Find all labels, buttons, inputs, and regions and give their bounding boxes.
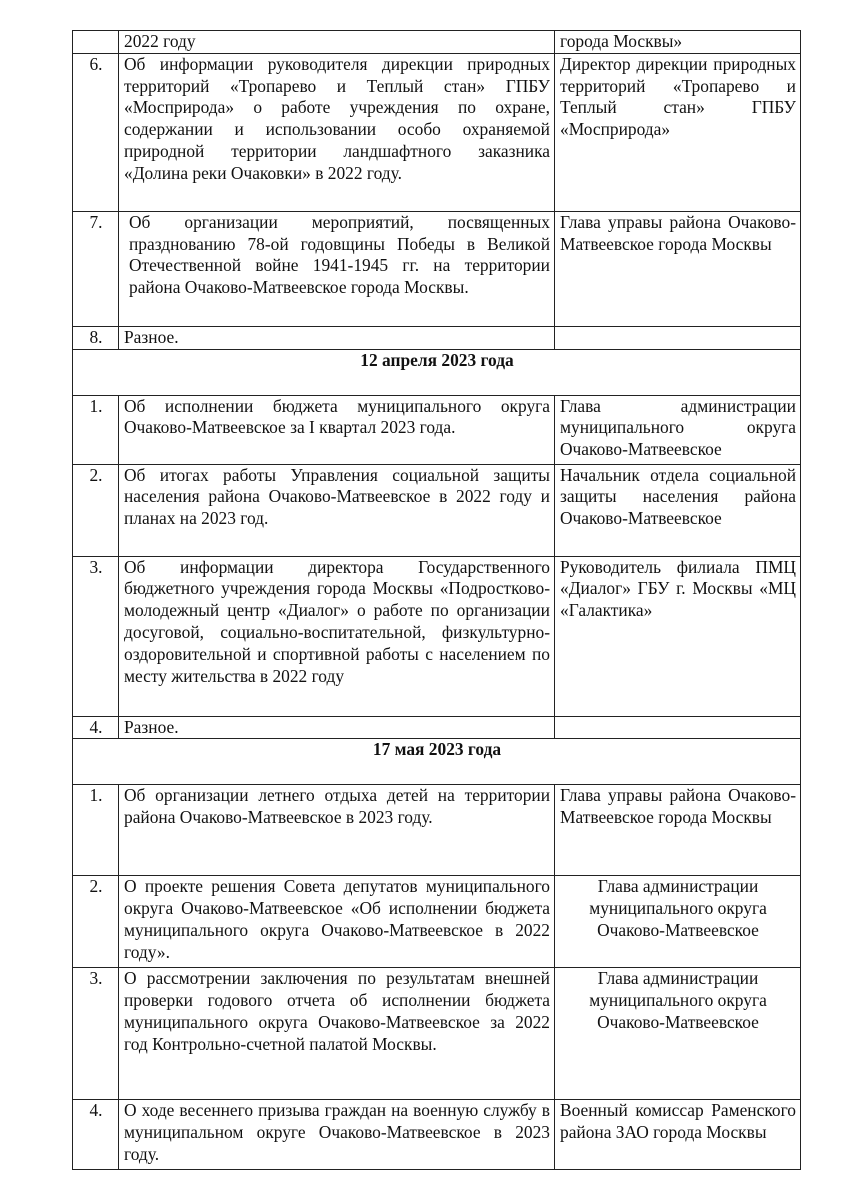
table-row [73, 716, 801, 739]
item-number: 3. [73, 556, 119, 716]
item-number: 3. [73, 968, 119, 1100]
table-row [73, 326, 801, 349]
item-number: 7. [73, 211, 119, 326]
item-topic: Об информации директора Государственного бюджетного учреждения города Москвы «Подростково-молодежный центр «Диалог» о работе по организации досуговой, социально-воспитательной, физкультурно-оздоровительной и спортивной работы с населением по месту жительства в 2022 году [119, 556, 555, 716]
table-row [73, 395, 801, 464]
item-number: 4. [73, 1100, 119, 1170]
item-responsible: Глава администрации муниципального округа Очаково-Матвеевское [555, 876, 801, 968]
agenda-table [72, 30, 801, 1170]
table-row [73, 968, 801, 1100]
section-date: 12 апреля 2023 года [73, 349, 801, 395]
item-topic: Разное. [119, 326, 555, 349]
item-responsible: Глава администрации муниципального округа Очаково-Матвеевское [555, 968, 801, 1100]
item-responsible: Начальник отдела социальной защиты населения района Очаково-Матвеевское [555, 464, 801, 556]
item-topic: Об организации мероприятий, посвященных празднованию 78-ой годовщины Победы в Великой Отечественной войне 1941-1945 гг. на территории района Очаково-Матвеевское города Москвы. [119, 211, 555, 326]
section-date: 17 мая 2023 года [73, 739, 801, 785]
item-responsible [555, 716, 801, 739]
table-row [73, 464, 801, 556]
table-row [73, 1100, 801, 1170]
item-number: 4. [73, 716, 119, 739]
item-responsible: Руководитель филиала ПМЦ «Диалог» ГБУ г. Москвы «МЦ «Галактика» [555, 556, 801, 716]
section-date-row [73, 349, 801, 395]
item-topic: О рассмотрении заключения по результатам внешней проверки годового отчета об исполнении бюджета муниципального округа Очаково-Матвеевское за 2022 год Контрольно-счетной палатой Москвы. [119, 968, 555, 1100]
item-responsible: Глава управы района Очаково-Матвеевское города Москвы [555, 785, 801, 876]
item-number: 1. [73, 395, 119, 464]
item-number: 1. [73, 785, 119, 876]
item-topic: Об информации руководителя дирекции природных территорий «Тропарево и Теплый стан» ГПБУ «Мосприрода» о работе учреждения по охране, содержании и использовании особо охраняемой природной территории ландшафтного заказника «Долина реки Очаковки» в 2022 году. [119, 53, 555, 211]
table-row [73, 211, 801, 326]
item-topic: Об организации летнего отдыха детей на территории района Очаково-Матвеевское в 2023 году. [119, 785, 555, 876]
item-topic: Об исполнении бюджета муниципального округа Очаково-Матвеевское за I квартал 2023 года. [119, 395, 555, 464]
table-row [73, 53, 801, 211]
item-responsible [555, 326, 801, 349]
item-topic: О проекте решения Совета депутатов муниципального округа Очаково-Матвеевское «Об исполнении бюджета муниципального округа Очаково-Матвеевское в 2022 году». [119, 876, 555, 968]
item-responsible: Директор дирекции природных территорий «Тропарево и Теплый стан» ГПБУ «Мосприрода» [555, 53, 801, 211]
item-topic: О ходе весеннего призыва граждан на военную службу в муниципальном округе Очаково-Матвеевское в 2023 году. [119, 1100, 555, 1170]
item-number [73, 31, 119, 54]
table-row [73, 785, 801, 876]
item-number: 2. [73, 464, 119, 556]
table-row [73, 556, 801, 716]
table-row [73, 31, 801, 54]
item-responsible: города Москвы» [555, 31, 801, 54]
section-date-row [73, 739, 801, 785]
item-number: 2. [73, 876, 119, 968]
item-topic: Разное. [119, 716, 555, 739]
item-responsible: Глава администрации муниципального округа Очаково-Матвеевское [555, 395, 801, 464]
table-row [73, 876, 801, 968]
item-topic: Об итогах работы Управления социальной защиты населения района Очаково-Матвеевское в 2022 году и планах на 2023 год. [119, 464, 555, 556]
item-responsible: Военный комиссар Раменского района ЗАО города Москвы [555, 1100, 801, 1170]
item-topic: 2022 году [119, 31, 555, 54]
item-number: 8. [73, 326, 119, 349]
item-responsible: Глава управы района Очаково-Матвеевское города Москвы [555, 211, 801, 326]
item-number: 6. [73, 53, 119, 211]
